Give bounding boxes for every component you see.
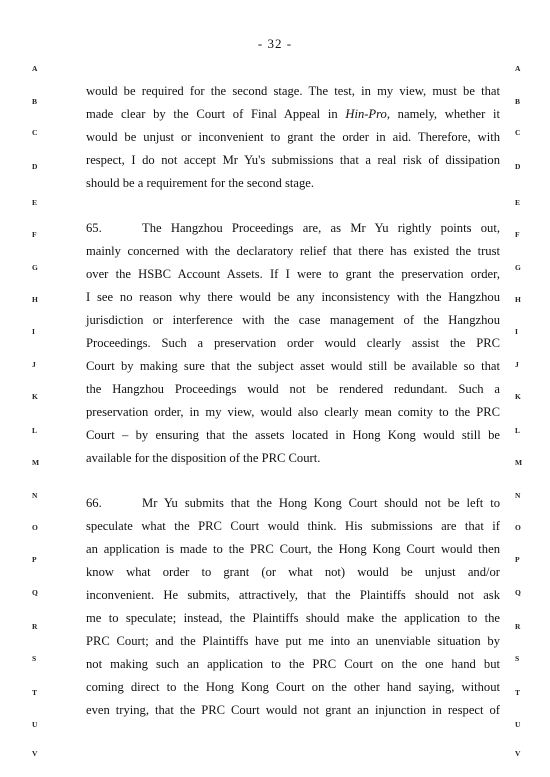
text-line: made clear by the Court of Final Appeal in Hin-Pro, namely, whether it <box>86 107 500 121</box>
margin-letter-right: D <box>515 162 521 171</box>
margin-letter-left: C <box>32 128 38 137</box>
margin-letter-left: G <box>32 263 38 272</box>
text-line: an application is made to the PRC Court, the Hong Kong Court would then <box>86 542 500 556</box>
margin-letter-right: O <box>515 523 521 532</box>
text-line: preservation order, in my view, would also clearly mean comity to the PRC <box>86 405 500 419</box>
margin-letter-left: F <box>32 230 37 239</box>
margin-letter-left: R <box>32 622 38 631</box>
text-line: inconvenient. He submits, attractively, that the Plaintiffs should not ask <box>86 588 500 602</box>
text-line: should be a requirement for the second stage. <box>86 176 315 190</box>
margin-letter-right: N <box>515 491 521 500</box>
text-line: would be required for the second stage. The test, in my view, must be that <box>86 84 500 98</box>
margin-letter-left: Q <box>32 588 38 597</box>
text-line: PRC Court; and the Plaintiffs have put me into an unenviable situation by <box>86 634 500 648</box>
margin-letter-right: T <box>515 688 521 697</box>
margin-letter-left: N <box>32 491 38 500</box>
text-line: mainly concerned with the declaratory relief that there has existed the trust <box>86 244 500 258</box>
margin-letter-right: V <box>515 749 521 758</box>
margin-letter-right: S <box>515 654 520 663</box>
margin-letter-left: D <box>32 162 38 171</box>
text-line: respect, I do not accept Mr Yu's submissions that a real risk of dissipation <box>86 153 500 167</box>
margin-letter-left: U <box>32 720 38 729</box>
margin-letter-right: E <box>515 198 521 207</box>
page-number: - 32 - <box>257 36 293 51</box>
margin-letter-left: J <box>32 360 36 369</box>
margin-letter-left: K <box>32 392 38 401</box>
text-line: even trying, that the PRC Court would not grant an injunction in respect of <box>86 703 500 717</box>
margin-letter-right: J <box>515 360 519 369</box>
margin-letter-left: H <box>32 295 38 304</box>
margin-letter-right: Q <box>515 588 521 597</box>
margin-letter-right: K <box>515 392 521 401</box>
margin-letter-left: A <box>32 64 38 73</box>
margin-letter-left: S <box>32 654 37 663</box>
text-line: speculate what the PRC Court would think. His submissions are that if <box>86 519 500 533</box>
margin-letter-left: O <box>32 523 38 532</box>
margin-letter-right: C <box>515 128 521 137</box>
margin-letter-right: I <box>515 327 518 336</box>
paragraph-number: 65. <box>86 221 102 235</box>
text-line: jurisdiction or interference with the case management of the Hangzhou <box>86 313 500 327</box>
margin-letter-left: P <box>32 555 37 564</box>
margin-letter-right: P <box>515 555 520 564</box>
text-line: the Hangzhou Proceedings would not be rendered redundant. Such a <box>86 382 500 396</box>
margin-letter-right: R <box>515 622 521 631</box>
margin-letter-right: L <box>515 426 521 435</box>
text-line: 66. Mr Yu submits that the Hong Kong Court should not be left to <box>86 496 500 510</box>
text-line: 65. The Hangzhou Proceedings are, as Mr Yu rightly points out, <box>86 221 500 235</box>
margin-letter-right: U <box>515 720 521 729</box>
text-line: Court – by ensuring that the assets located in Hong Kong would still be <box>86 428 500 442</box>
text-line: Proceedings. Such a preservation order would clearly assist the PRC <box>86 336 500 350</box>
paragraph-number: 66. <box>86 496 102 510</box>
margin-letter-left: V <box>32 749 38 758</box>
text-line: coming direct to the Hong Kong Court on the other hand saying, without <box>86 680 500 694</box>
margin-letter-right: A <box>515 64 521 73</box>
margin-letter-left: B <box>32 97 38 106</box>
text-line: over the HSBC Account Assets. If I were to grant the preservation order, <box>86 267 500 281</box>
margin-letter-left: I <box>32 327 35 336</box>
margin-letter-right: M <box>515 458 523 467</box>
text-line: would be unjust or inconvenient to grant the order in aid. Therefore, with <box>86 130 500 144</box>
margin-letter-right: G <box>515 263 521 272</box>
text-line: I see no reason why there would be any inconsistency with the Hangzhou <box>86 290 500 304</box>
margin-letter-right: H <box>515 295 521 304</box>
margin-letter-right: F <box>515 230 520 239</box>
margin-letter-left: E <box>32 198 38 207</box>
margin-letter-left: L <box>32 426 38 435</box>
text-line: Court by making sure that the subject asset would still be available so that <box>86 359 500 373</box>
text-line: not making such an application to the PRC Court on the one hand but <box>86 657 500 671</box>
margin-letter-right: B <box>515 97 521 106</box>
text-line: know what order to grant (or what not) would be unjust and/or <box>86 565 500 579</box>
margin-letter-left: M <box>32 458 40 467</box>
margin-letter-left: T <box>32 688 38 697</box>
text-line: me to speculate; instead, the Plaintiffs should make the application to the <box>86 611 500 625</box>
text-line: available for the disposition of the PRC Court. <box>86 451 321 465</box>
